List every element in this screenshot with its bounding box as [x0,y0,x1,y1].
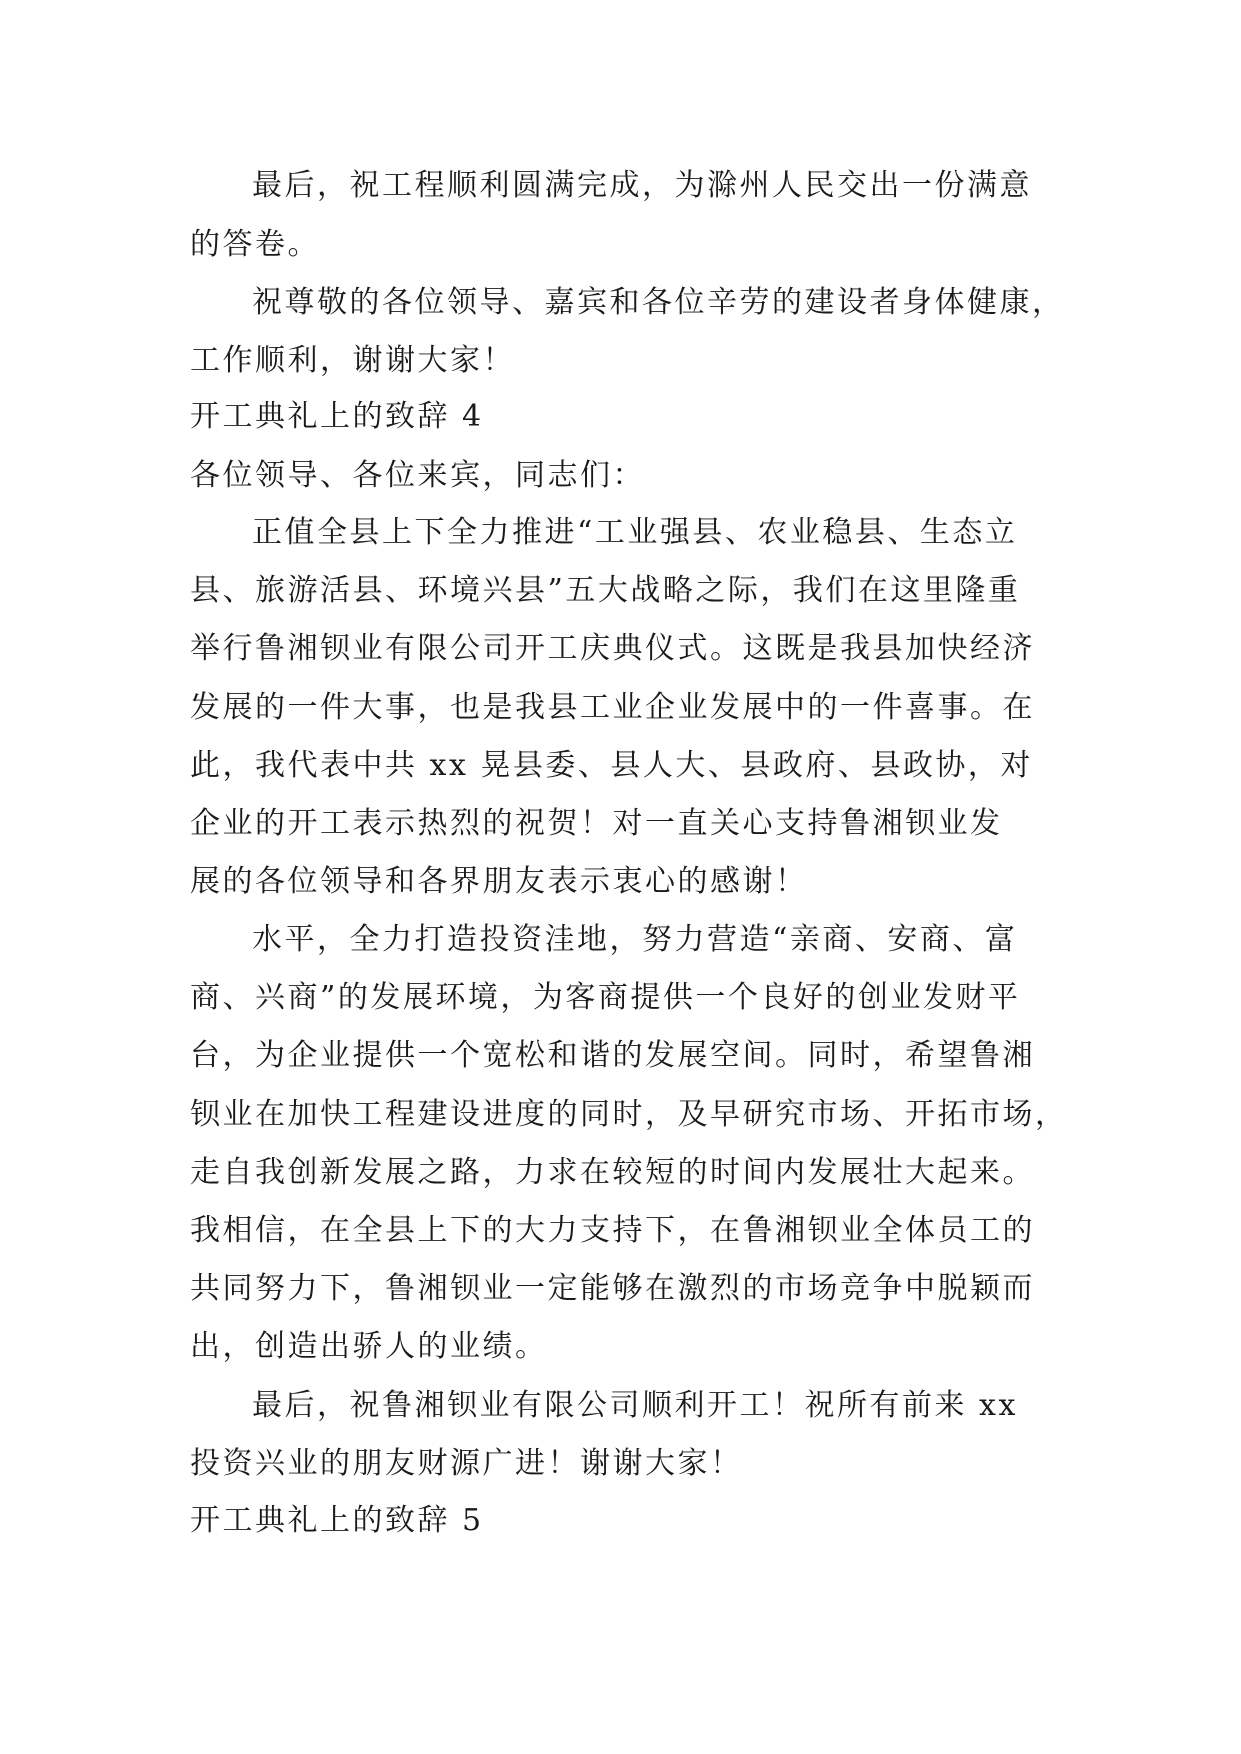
paragraph-line: 祝尊敬的各位领导、嘉宾和各位辛劳的建设者身体健康， [252,285,1065,320]
paragraph-line: 我相信，在全县上下的大力支持下，在鲁湘钡业全体员工的 [190,1213,1035,1248]
paragraph-line: 投资兴业的朋友财源广进！谢谢大家！ [190,1446,743,1481]
paragraph-line: 出，创造出骄人的业绩。 [190,1329,548,1364]
paragraph-line: 最后，祝鲁湘钡业有限公司顺利开工！祝所有前来 xx [252,1388,1018,1423]
paragraph-line: 钡业在加快工程建设进度的同时，及早研究市场、开拓市场， [190,1097,1068,1132]
paragraph-line: 的答卷。 [190,227,320,262]
paragraph-line: 水平，全力打造投资洼地，努力营造“亲商、安商、富 [252,922,1018,957]
paragraph-line: 最后，祝工程顺利圆满完成，为滁州人民交出一份满意 [252,168,1032,203]
paragraph-line: 共同努力下，鲁湘钡业一定能够在激烈的市场竞争中脱颖而 [190,1271,1035,1306]
paragraph-line: 商、兴商”的发展环境，为客商提供一个良好的创业发财平 [190,980,1021,1015]
section-heading: 开工典礼上的致辞 4 [190,399,484,434]
paragraph-line: 举行鲁湘钡业有限公司开工庆典仪式。这既是我县加快经济 [190,631,1035,666]
paragraph-line: 工作顺利，谢谢大家！ [190,343,515,378]
section-heading: 开工典礼上的致辞 5 [190,1503,484,1538]
paragraph-line: 发展的一件大事，也是我县工业企业发展中的一件喜事。在 [190,690,1035,725]
paragraph-line: 台，为企业提供一个宽松和谐的发展空间。同时，希望鲁湘 [190,1038,1035,1073]
salutation: 各位领导、各位来宾，同志们： [190,458,645,493]
paragraph-line: 展的各位领导和各界朋友表示衷心的感谢！ [190,864,808,899]
paragraph-line: 走自我创新发展之路，力求在较短的时间内发展壮大起来。 [190,1155,1035,1190]
paragraph-line: 此，我代表中共 xx 晃县委、县人大、县政府、县政协，对 [190,748,1033,783]
paragraph-line: 企业的开工表示热烈的祝贺！对一直关心支持鲁湘钡业发 [190,806,1003,841]
paragraph-line: 正值全县上下全力推进“工业强县、农业稳县、生态立 [252,515,1018,550]
paragraph-line: 县、旅游活县、环境兴县”五大战略之际，我们在这里隆重 [190,573,1021,608]
